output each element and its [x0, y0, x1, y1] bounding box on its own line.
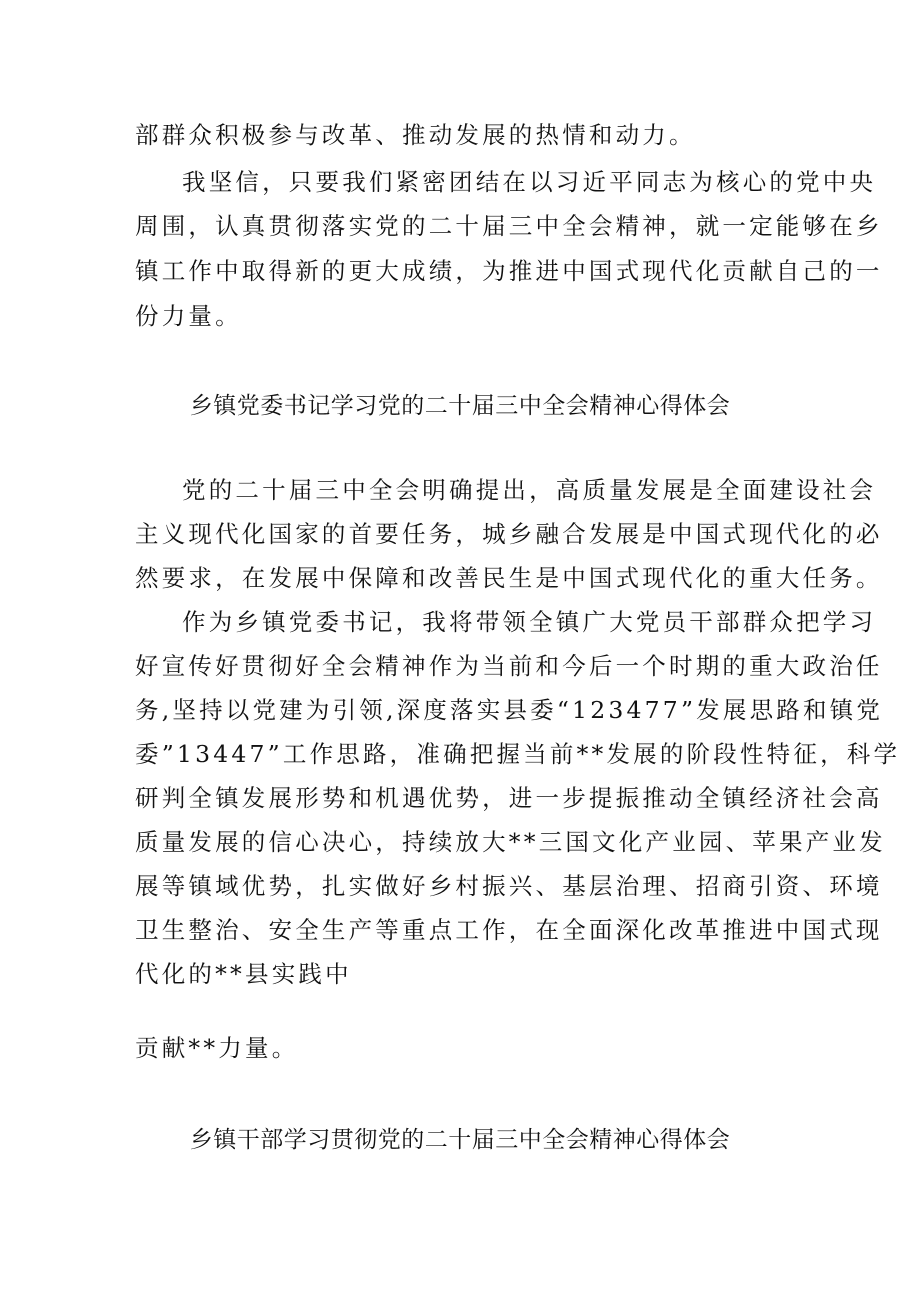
paragraph-line: 主义现代化国家的首要任务，城乡融合发展是中国式现代化的必 [135, 520, 883, 548]
paragraph-line: 贡献**力量。 [135, 1034, 299, 1062]
paragraph-line: 镇工作中取得新的更大成绩，为推进中国式现代化贡献自己的一 [135, 257, 883, 285]
paragraph-line: 作为乡镇党委书记，我将带领全镇广大党员干部群众把学习 [182, 608, 877, 636]
paragraph-line: 好宣传好贯彻好全会精神作为当前和今后一个时期的重大政治任 [135, 652, 883, 680]
paragraph-line: 委”13447”工作思路，准确把握当前**发展的阶段性特征，科学 [135, 740, 901, 768]
paragraph-line: 展等镇域优势，扎实做好乡村振兴、基层治理、招商引资、环境 [135, 872, 883, 900]
paragraph-line: 份力量。 [135, 302, 242, 330]
article-title: 乡镇干部学习贯彻党的二十届三中全会精神心得体会 [189, 1127, 731, 1153]
paragraph-line: 研判全镇发展形势和机遇优势，进一步提振推动全镇经济社会高 [135, 784, 883, 812]
paragraph-line: 部群众积极参与改革、推动发展的热情和动力。 [135, 121, 696, 149]
paragraph-line: 党的二十届三中全会明确提出，高质量发展是全面建设社会 [182, 476, 877, 504]
article-title: 乡镇党委书记学习党的二十届三中全会精神心得体会 [189, 393, 731, 419]
paragraph-line: 周围，认真贯彻落实党的二十届三中全会精神，就一定能够在乡 [135, 212, 883, 240]
paragraph-line: 代化的**县实践中 [135, 960, 352, 988]
paragraph-line: 然要求，在发展中保障和改善民生是中国式现代化的重大任务。 [135, 564, 883, 592]
paragraph-line: 卫生整治、安全生产等重点工作，在全面深化改革推进中国式现 [135, 916, 883, 944]
paragraph-line: 务,坚持以党建为引领,深度落实县委“123477”发展思路和镇党 [135, 696, 884, 724]
paragraph-line: 质量发展的信心决心，持续放大**三国文化产业园、苹果产业发 [135, 828, 886, 856]
paragraph-line: 我坚信，只要我们紧密团结在以习近平同志为核心的党中央 [182, 168, 877, 196]
